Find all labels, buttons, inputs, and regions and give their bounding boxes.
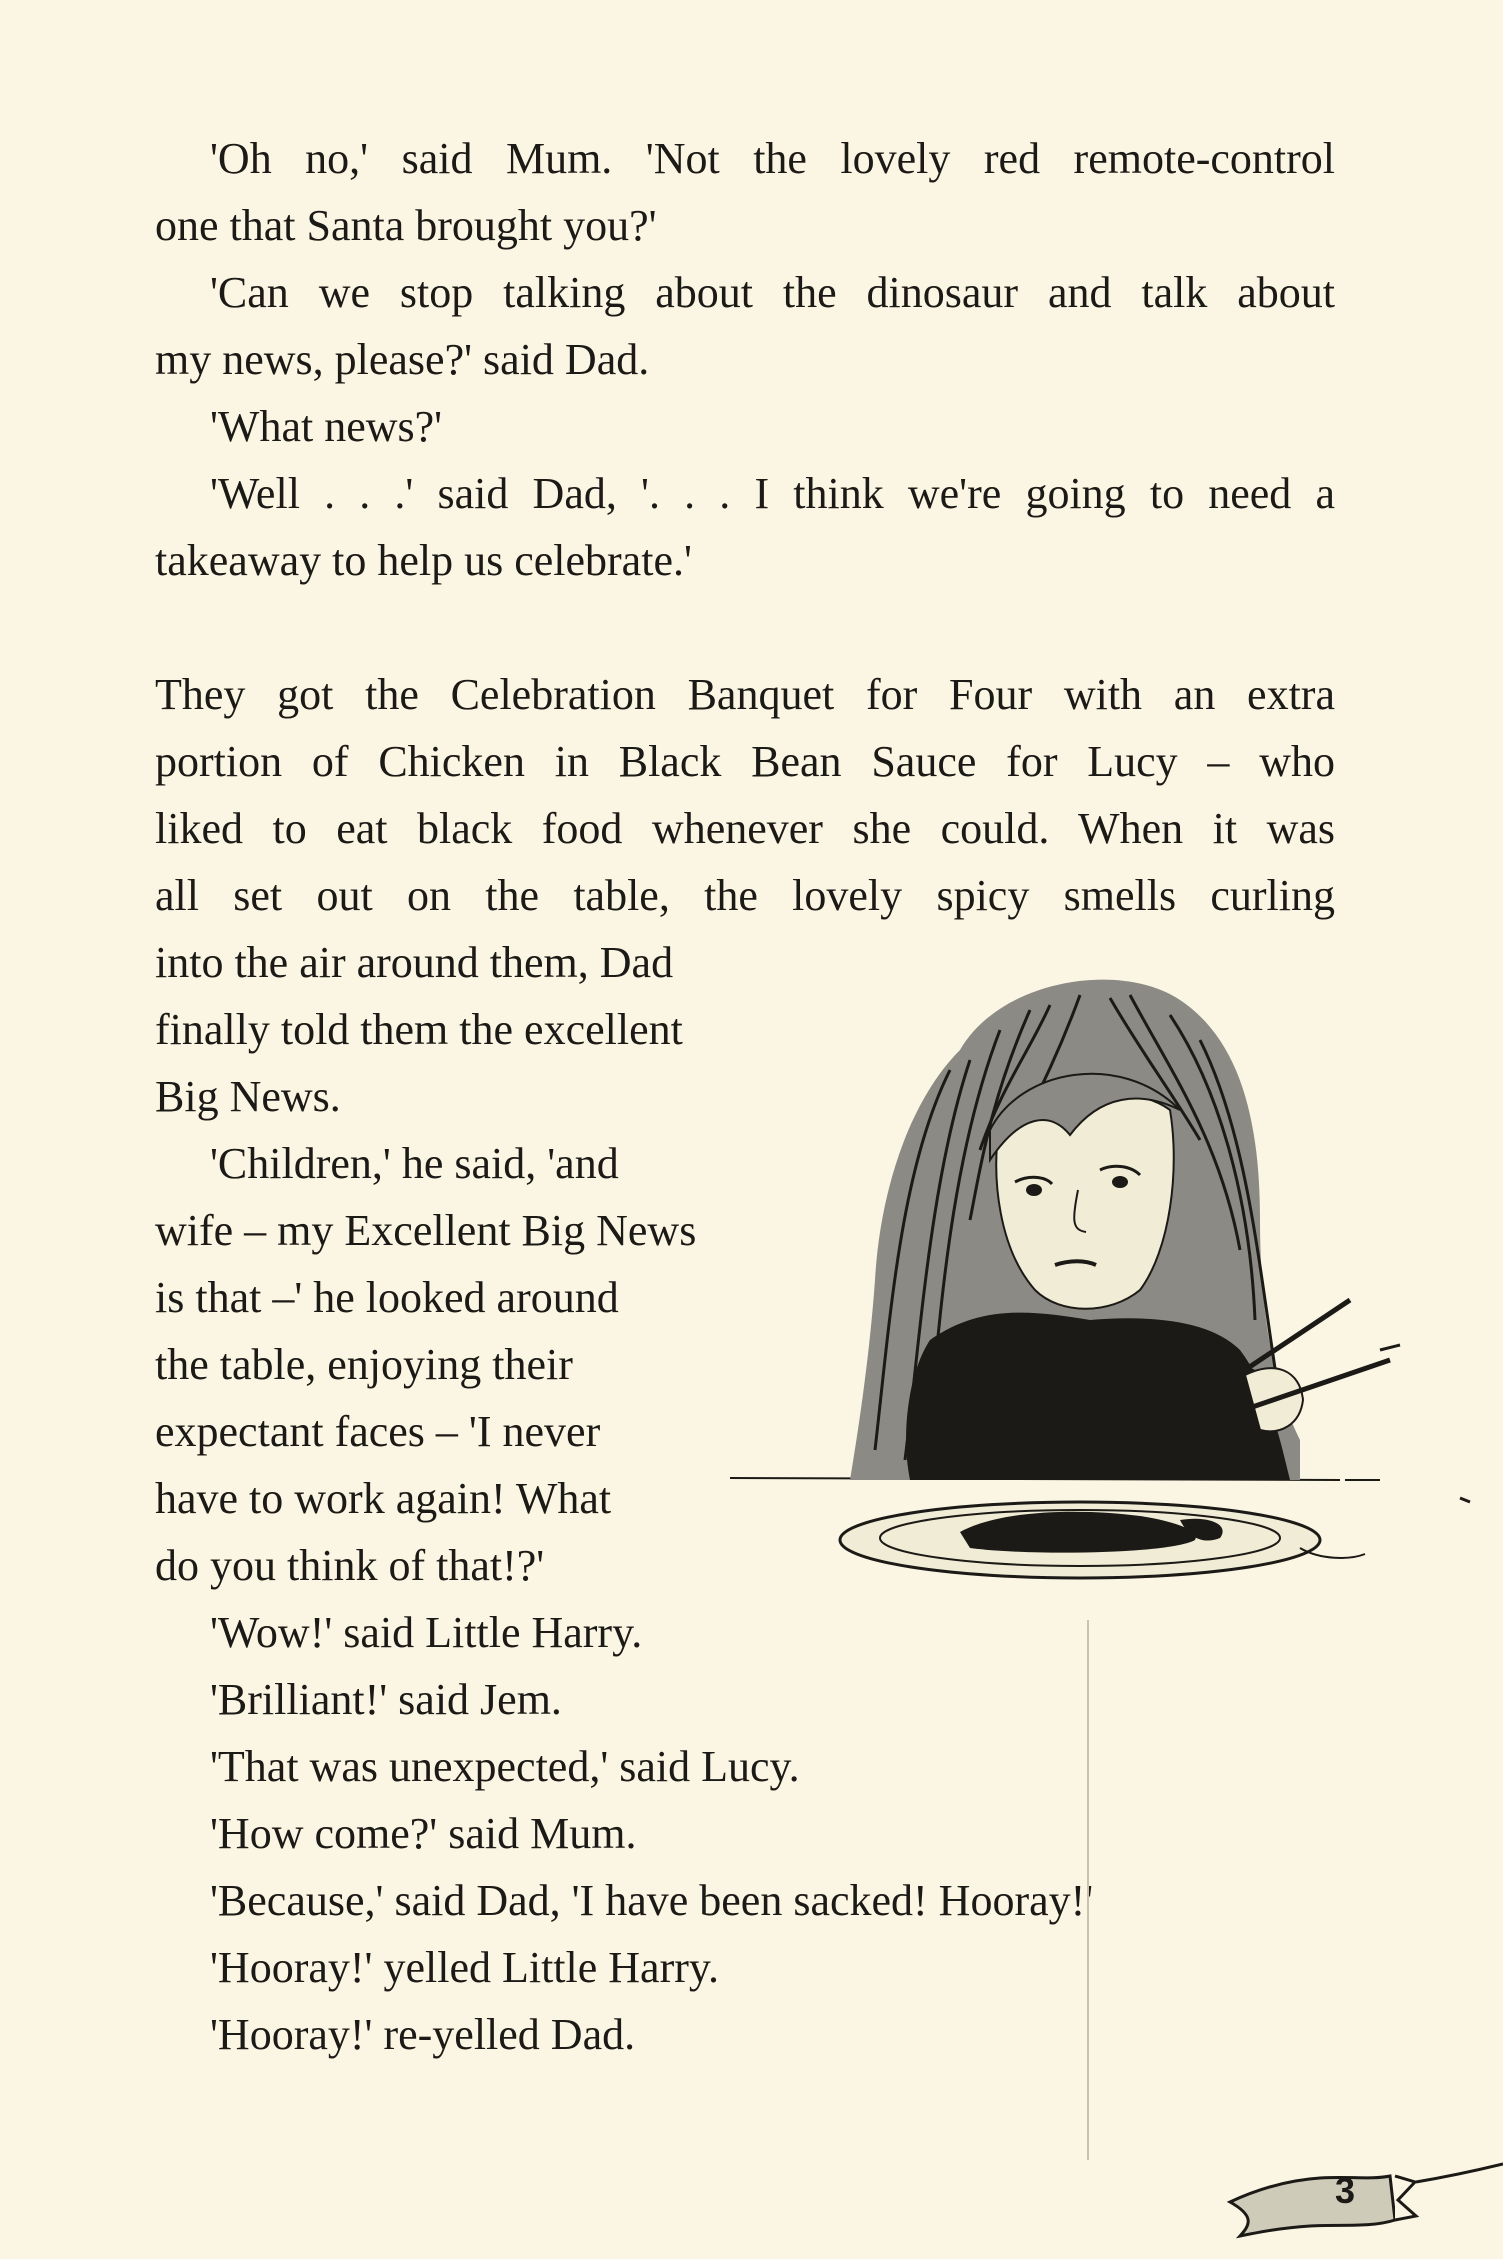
text-line: 'Wow!' said Little Harry. [210,1608,643,1657]
text-line: finally told them the excellent [155,1005,683,1054]
text-line: the table, enjoying their [155,1340,573,1389]
text-line: Big News. [155,1072,341,1121]
text-line: is that –' he looked around [155,1273,619,1322]
text-line: do you think of that!?' [155,1541,545,1590]
text-line: takeaway to help us celebrate.' [155,536,692,585]
text-line: one that Santa brought you?' [155,201,657,250]
text-line: 'Well . . .' said Dad, '. . . I think we're going to need a [210,469,1335,518]
text-line: liked to eat black food whenever she could. When it was [155,804,1335,853]
page-number: 3 [1334,2170,1356,2211]
text-line: 'Hooray!' yelled Little Harry. [210,1943,720,1992]
text-line: 'Hooray!' re-yelled Dad. [210,2010,636,2059]
text-line: 'That was unexpected,' said Lucy. [210,1742,800,1791]
text-line: 'Because,' said Dad, 'I have been sacked! Hooray!' [210,1876,1094,1925]
text-line: all set out on the table, the lovely spicy smells curling [155,871,1335,920]
page-crease-line [1085,1620,1091,2160]
text-line: 'Oh no,' said Mum. 'Not the lovely red remote-control [210,134,1335,183]
text-line: They got the Celebration Banquet for Four with an extra [155,670,1335,719]
text-line: 'Can we stop talking about the dinosaur and talk about [210,268,1335,317]
text-line: into the air around them, Dad [155,938,674,987]
text-line: wife – my Excellent Big News [155,1206,697,1255]
text-line: expectant faces – 'I never [155,1407,601,1456]
text-line: 'Children,' he said, 'and [210,1139,619,1188]
text-line: my news, please?' said Dad. [155,335,650,384]
text-line: 'What news?' [210,402,443,451]
text-line: 'How come?' said Mum. [210,1809,637,1858]
text-line: 'Brilliant!' said Jem. [210,1675,562,1724]
page-number-flag [1220,2160,1503,2240]
girl-eating-illustration [700,920,1480,1640]
text-line: have to work again! What [155,1474,612,1523]
text-line: portion of Chicken in Black Bean Sauce for Lucy – who [155,737,1335,786]
